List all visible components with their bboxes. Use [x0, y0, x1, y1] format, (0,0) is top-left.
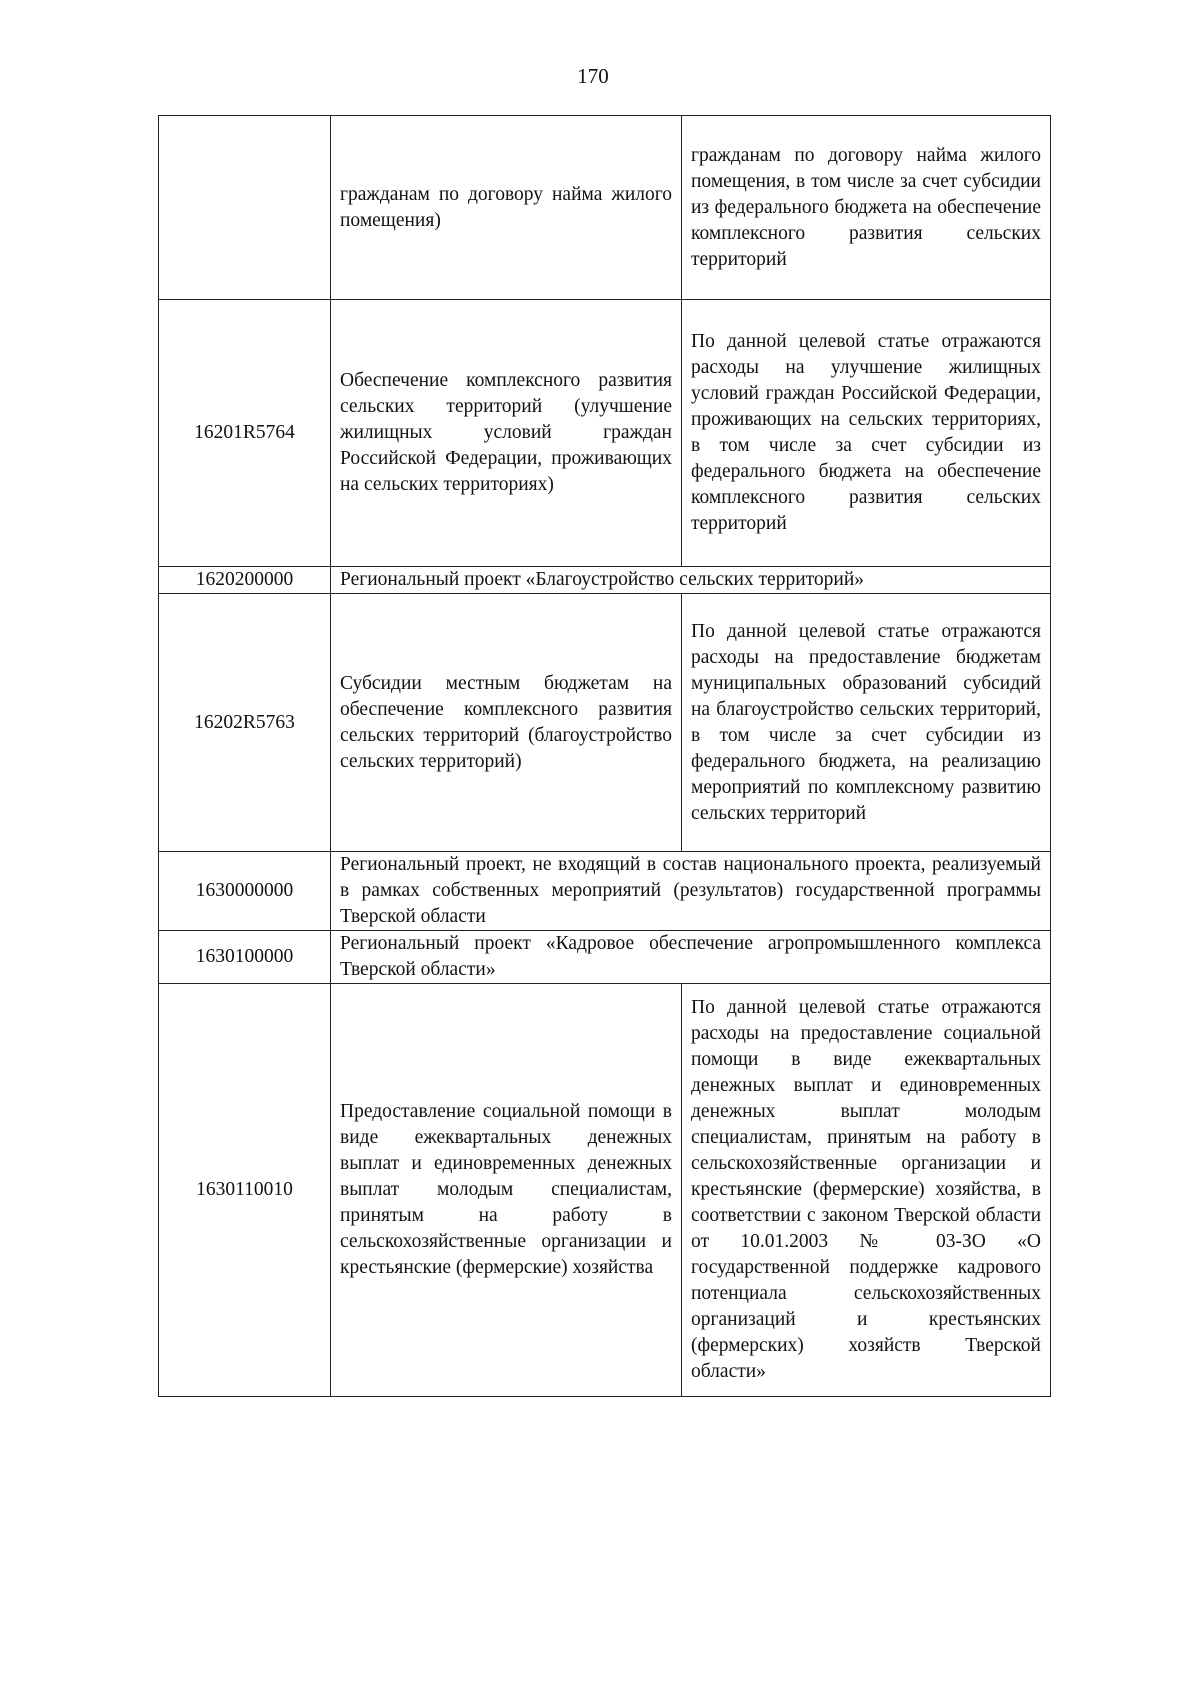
- name-cell: Субсидии местным бюджетам на обеспечение комплексного развития сельских территорий (благоустройство сельских территорий): [331, 594, 682, 852]
- table-row: [159, 984, 1051, 1397]
- page-number: 170: [577, 64, 609, 88]
- name-cell: Региональный проект «Благоустройство сельских территорий»: [331, 567, 1051, 594]
- budget-classification-table: [158, 115, 1051, 1397]
- description-cell: По данной целевой статье отражаются расходы на предоставление бюджетам муниципальных образований субсидий на благоустройство сельских территорий, в том числе за счет субсидии из федерального бюджета, на реализацию мероприятий по комплексному развитию сельских территорий: [682, 594, 1051, 852]
- code-cell: 1630110010: [159, 984, 331, 1397]
- table-row: [159, 116, 1051, 300]
- table-row: [159, 852, 1051, 931]
- table-row: [159, 567, 1051, 594]
- table-row: [159, 931, 1051, 984]
- description-cell: По данной целевой статье отражаются расходы на улучшение жилищных условий граждан Российской Федерации, проживающих на сельских территориях, в том числе за счет субсидии из федерального бюджета на обеспечение комплексного развития сельских территорий: [682, 300, 1051, 567]
- code-cell: [159, 116, 331, 300]
- code-cell: 1630100000: [159, 931, 331, 984]
- table-row: [159, 594, 1051, 852]
- code-cell: 16201R5764: [159, 300, 331, 567]
- name-cell: Предоставление социальной помощи в виде ежеквартальных денежных выплат и единовременных денежных выплат молодым специалистам, принятым на работу в сельскохозяйственные организации и крестьянские (фермерские) хозяйства: [331, 984, 682, 1397]
- code-cell: 16202R5763: [159, 594, 331, 852]
- table-row: [159, 300, 1051, 567]
- name-cell: Региональный проект «Кадровое обеспечение агропромышленного комплекса Тверской области»: [331, 931, 1051, 984]
- name-cell: Региональный проект, не входящий в состав национального проекта, реализуемый в рамках собственных мероприятий (результатов) государственной программы Тверской области: [331, 852, 1051, 931]
- description-cell: гражданам по договору найма жилого помещения, в том числе за счет субсидии из федерального бюджета на обеспечение комплексного развития сельских территорий: [682, 116, 1051, 300]
- code-cell: 1630000000: [159, 852, 331, 931]
- description-cell: По данной целевой статье отражаются расходы на предоставление социальной помощи в виде ежеквартальных денежных выплат и единовременных денежных выплат молодым специалистам, принятым на работу в сельскохозяйственные организации и крестьянские (фермерские) хозяйства, в соответствии с законом Тверской области от 10.01.2003 № 03-ЗО «О государственной поддержке кадрового потенциала сельскохозяйственных организаций и крестьянских (фермерских) хозяйств Тверской области»: [682, 984, 1051, 1397]
- name-cell: Обеспечение комплексного развития сельских территорий (улучшение жилищных условий граждан Российской Федерации, проживающих на сельских территориях): [331, 300, 682, 567]
- name-cell: гражданам по договору найма жилого помещения): [331, 116, 682, 300]
- code-cell: 1620200000: [159, 567, 331, 594]
